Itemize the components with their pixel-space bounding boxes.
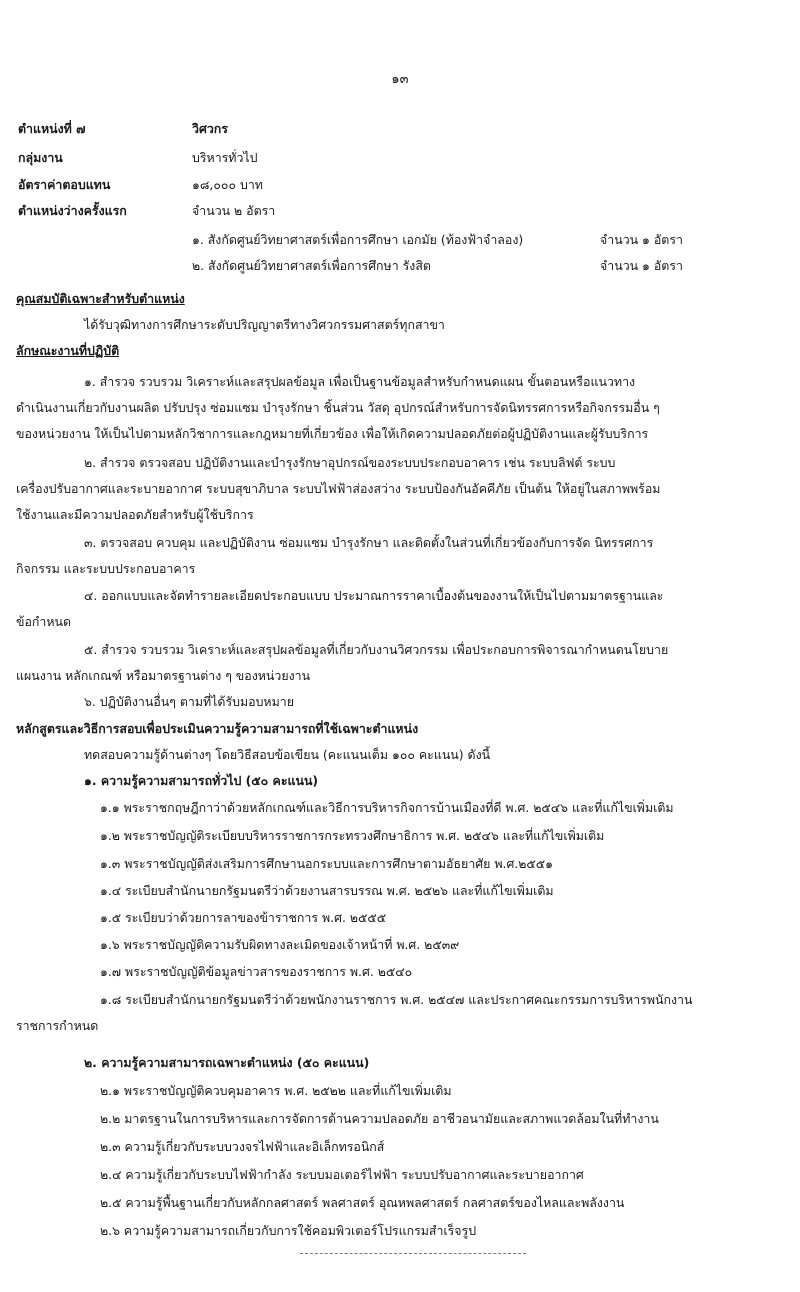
duty-line: ๑. สำรวจ รวบรวม วิเคราะห์และสรุปผลข้อมูล เพื่อเป็นฐานข้อมูลสำหรับกำหนดแผน ขั้นตอนหรือแนวทาง (84, 374, 636, 389)
duty-line: กิจกรรม และระบบประกอบอาคาร (16, 561, 196, 576)
duty-line: ๒. สำรวจ ตรวจสอบ ปฏิบัติงานและบำรุงรักษาอุปกรณ์ของระบบประกอบอาคาร เช่น ระบบลิฟต์ ระบบ (84, 455, 616, 470)
vacancy-place: ๒. สังกัดศูนย์วิทยาศาสตร์เพื่อการศึกษา รังสิต (192, 258, 431, 273)
exam-item: ๑.๘ ระเบียบสำนักนายกรัฐมนตรีว่าด้วยพนักงานราชการ พ.ศ. ๒๕๔๗ และประกาศคณะกรรมการบริหารพนักงาน (100, 992, 693, 1007)
duty-line: ๕. สำรวจ รวบรวม วิเคราะห์และสรุปผลข้อมูลที่เกี่ยวกับงานวิศวกรรม เพื่อประกอบการพิจารณากำหนดนโยบาย (84, 642, 669, 657)
exam-item: ๑.๒ พระราชบัญญัติระเบียบบริหารราชการกระทรวงศึกษาธิการ พ.ศ. ๒๕๔๖ และที่แก้ไขเพิ่มเติม (100, 828, 605, 843)
vacancy-place: ๑. สังกัดศูนย์วิทยาศาสตร์เพื่อการศึกษา เอกมัย (ท้องฟ้าจำลอง) (192, 232, 524, 247)
exam-section-1-title: ๑. ความรู้ความสามารถทั่วไป (๕๐ คะแนน) (84, 773, 319, 788)
page-number: ๑๓ (391, 72, 409, 87)
exam-item: ๒.๓ ความรู้เกี่ยวกับระบบวงจรไฟฟ้าและอิเล็กทรอนิกส์ (100, 1139, 385, 1154)
info-label: อัตราค่าตอบแทน (18, 177, 111, 192)
exam-item: ๑.๗ พระราชบัญญัติข้อมูลข่าวสารของราชการ พ.ศ. ๒๕๔๐ (100, 964, 413, 979)
duty-line: เครื่องปรับอากาศและระบายอากาศ ระบบสุขาภิบาล ระบบไฟฟ้าส่องสว่าง ระบบป้องกันอัคคีภัย เป็นต้น ให้อยู่ในสภาพพร้อม (16, 481, 661, 496)
exam-item: ๑.๔ ระเบียบสำนักนายกรัฐมนตรีว่าด้วยงานสารบรรณ พ.ศ. ๒๕๒๖ และที่แก้ไขเพิ่มเติม (100, 883, 554, 898)
duty-line: ๖. ปฏิบัติงานอื่นๆ ตามที่ได้รับมอบหมาย (84, 694, 294, 709)
exam-item: ๒.๕ ความรู้พื้นฐานเกี่ยวกับหลักกลศาสตร์ พลศาสตร์ อุณหพลศาสตร์ กลศาสตร์ของไหลและพลังงาน (100, 1195, 625, 1210)
exam-heading: หลักสูตรและวิธีการสอบเพื่อประเมินความรู้ความสามารถที่ใช้เฉพาะตำแหน่ง (16, 721, 419, 736)
exam-item: ๑.๕ ระเบียบว่าด้วยการลาของข้าราชการ พ.ศ. ๒๕๕๕ (100, 910, 387, 925)
duties-heading: ลักษณะงานที่ปฏิบัติ (16, 343, 120, 358)
exam-section-2-title: ๒. ความรู้ความสามารถเฉพาะตำแหน่ง (๕๐ คะแนน) (84, 1055, 370, 1070)
footer-divider (300, 1253, 526, 1254)
vacancy-count: จำนวน ๑ อัตรา (600, 232, 683, 247)
duty-line: ๔. ออกแบบและจัดทำรายละเอียดประกอบแบบ ประมาณการราคาเบื้องต้นของงานให้เป็นไปตามมาตรฐานและ (84, 588, 664, 603)
vacancy-row (192, 229, 712, 251)
duty-line: ข้อกำหนด (16, 614, 72, 629)
qualifications-text: ได้รับวุฒิทางการศึกษาระดับปริญญาตรีทางวิศวกรรมศาสตร์ทุกสาขา (84, 317, 445, 332)
info-value: บริหารทั่วไป (192, 150, 258, 165)
vacancy-row (192, 255, 712, 277)
exam-item: ๑.๖ พระราชบัญญัติความรับผิดทางละเมิดของเจ้าหน้าที่ พ.ศ. ๒๕๓๙ (100, 937, 460, 952)
exam-item: ๑.๓ พระราชบัญญัติส่งเสริมการศึกษานอกระบบและการศึกษาตามอัธยาศัย พ.ศ.๒๕๕๑ (100, 856, 554, 871)
info-label: ตำแหน่งว่างครั้งแรก (18, 203, 127, 218)
vacancy-count: จำนวน ๑ อัตรา (600, 258, 683, 273)
exam-item-continuation: ราชการกำหนด (16, 1018, 99, 1033)
info-value: ๑๘,๐๐๐ บาท (192, 177, 263, 192)
exam-item: ๒.๑ พระราชบัญญัติควบคุมอาคาร พ.ศ. ๒๕๒๒ และที่แก้ไขเพิ่มเติม (100, 1083, 452, 1098)
exam-item: ๒.๖ ความรู้ความสามารถเกี่ยวกับการใช้คอมพิวเตอร์โปรแกรมสำเร็จรูป (100, 1223, 477, 1238)
exam-item: ๒.๔ ความรู้เกี่ยวกับระบบไฟฟ้ากำลัง ระบบมอเตอร์ไฟฟ้า ระบบปรับอากาศและระบายอากาศ (100, 1167, 584, 1182)
exam-intro: ทดสอบความรู้ด้านต่างๆ โดยวิธีสอบข้อเขียน (คะแนนเต็ม ๑๐๐ คะแนน) ดังนี้ (84, 747, 491, 762)
info-value: วิศวกร (192, 121, 228, 136)
duty-line: แผนงาน หลักเกณฑ์ หรือมาตรฐานต่าง ๆ ของหน่วยงาน (16, 668, 311, 683)
duty-line: ใช้งานและมีความปลอดภัยสำหรับผู้ใช้บริการ (16, 507, 254, 522)
exam-item: ๑.๑ พระราชกฤษฎีกาว่าด้วยหลักเกณฑ์และวิธีการบริหารกิจการบ้านเมืองที่ดี พ.ศ. ๒๕๔๖ และที่แก้ไขเพิ่มเติม (100, 800, 674, 815)
exam-item: ๒.๒ มาตรฐานในการบริหารและการจัดการด้านความปลอดภัย อาชีวอนามัยและสภาพแวดล้อมในที่ทำงาน (100, 1111, 659, 1126)
duty-line: ๓. ตรวจสอบ ควบคุม และปฏิบัติงาน ซ่อมแซม บำรุงรักษา และติดตั้งในส่วนที่เกี่ยวข้องกับการจัด นิทรรศการ (84, 535, 654, 550)
info-label: ตำแหน่งที่ ๗ (18, 121, 86, 136)
info-label: กลุ่มงาน (18, 150, 63, 165)
duty-line: ของหน่วยงาน ให้เป็นไปตามหลักวิชาการและกฎหมายที่เกี่ยวข้อง เพื่อให้เกิดความปลอดภัยต่อผู้ปฏิบัติงานและผู้รับบริการ (16, 426, 649, 441)
info-value: จำนวน ๒ อัตรา (192, 203, 276, 218)
qualifications-heading: คุณสมบัติเฉพาะสำหรับตำแหน่ง (16, 291, 185, 306)
duty-line: ดำเนินงานเกี่ยวกับงานผลิต ปรับปรุง ซ่อมแซม บำรุงรักษา ชิ้นส่วน วัสดุ อุปกรณ์สำหรับการจัดนิทรรศการหรือกิจกรรมอื่น ๆ (16, 400, 660, 415)
